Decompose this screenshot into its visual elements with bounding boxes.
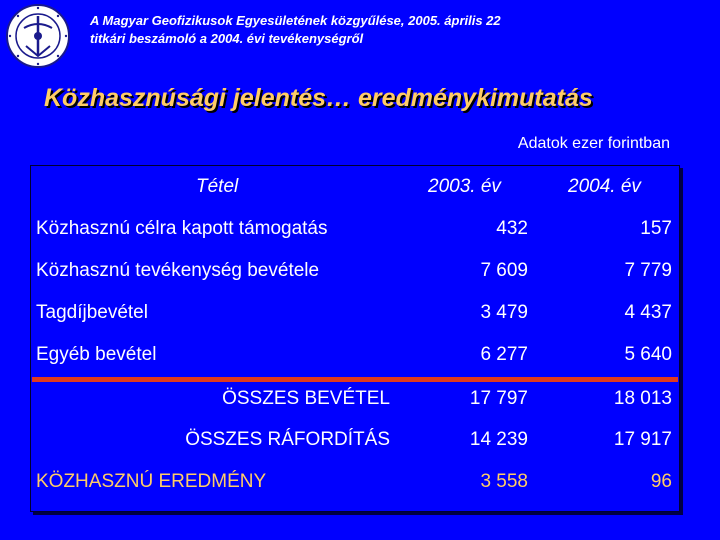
column-header-item: Tétel bbox=[196, 176, 239, 197]
total-label: ÖSSZES RÁFORDÍTÁS bbox=[185, 429, 390, 450]
result-value-2003: 3 558 bbox=[480, 471, 528, 492]
section-divider bbox=[32, 377, 678, 382]
society-seal-icon bbox=[4, 2, 72, 70]
total-value-2003: 14 239 bbox=[469, 429, 528, 450]
page-title: Közhasznúsági jelentés… eredménykimutatás bbox=[44, 84, 593, 112]
row-value-2003: 3 479 bbox=[480, 302, 528, 323]
total-value-2004: 17 917 bbox=[613, 429, 672, 450]
row-value-2004: 4 437 bbox=[624, 302, 672, 323]
row-label: Közhasznú tevékenység bevétele bbox=[36, 260, 320, 281]
row-value-2004: 7 779 bbox=[624, 260, 672, 281]
row-value-2003: 7 609 bbox=[480, 260, 528, 281]
result-label: KÖZHASZNÚ EREDMÉNY bbox=[36, 471, 267, 492]
result-value-2004: 96 bbox=[650, 471, 672, 492]
total-label: ÖSSZES BEVÉTEL bbox=[222, 388, 390, 409]
row-value-2003: 6 277 bbox=[480, 344, 528, 365]
column-header-2004: 2004. év bbox=[568, 176, 641, 197]
column-header-2003: 2003. év bbox=[428, 176, 501, 197]
row-label: Tagdíjbevétel bbox=[36, 302, 148, 323]
meeting-header bbox=[90, 12, 501, 48]
row-value-2003: 432 bbox=[496, 218, 528, 239]
total-value-2004: 18 013 bbox=[613, 388, 672, 409]
row-label: Közhasznú célra kapott támogatás bbox=[36, 218, 328, 239]
header-line-1: A Magyar Geofizikusok Egyesületének közgyűlése, 2005. április 22 bbox=[90, 13, 501, 28]
row-value-2004: 5 640 bbox=[624, 344, 672, 365]
total-value-2003: 17 797 bbox=[469, 388, 528, 409]
unit-note: Adatok ezer forintban bbox=[517, 135, 670, 152]
header-line-2: titkári beszámoló a 2004. évi tevékenységről bbox=[90, 31, 364, 46]
row-label: Egyéb bevétel bbox=[36, 344, 157, 365]
row-value-2004: 157 bbox=[640, 218, 672, 239]
